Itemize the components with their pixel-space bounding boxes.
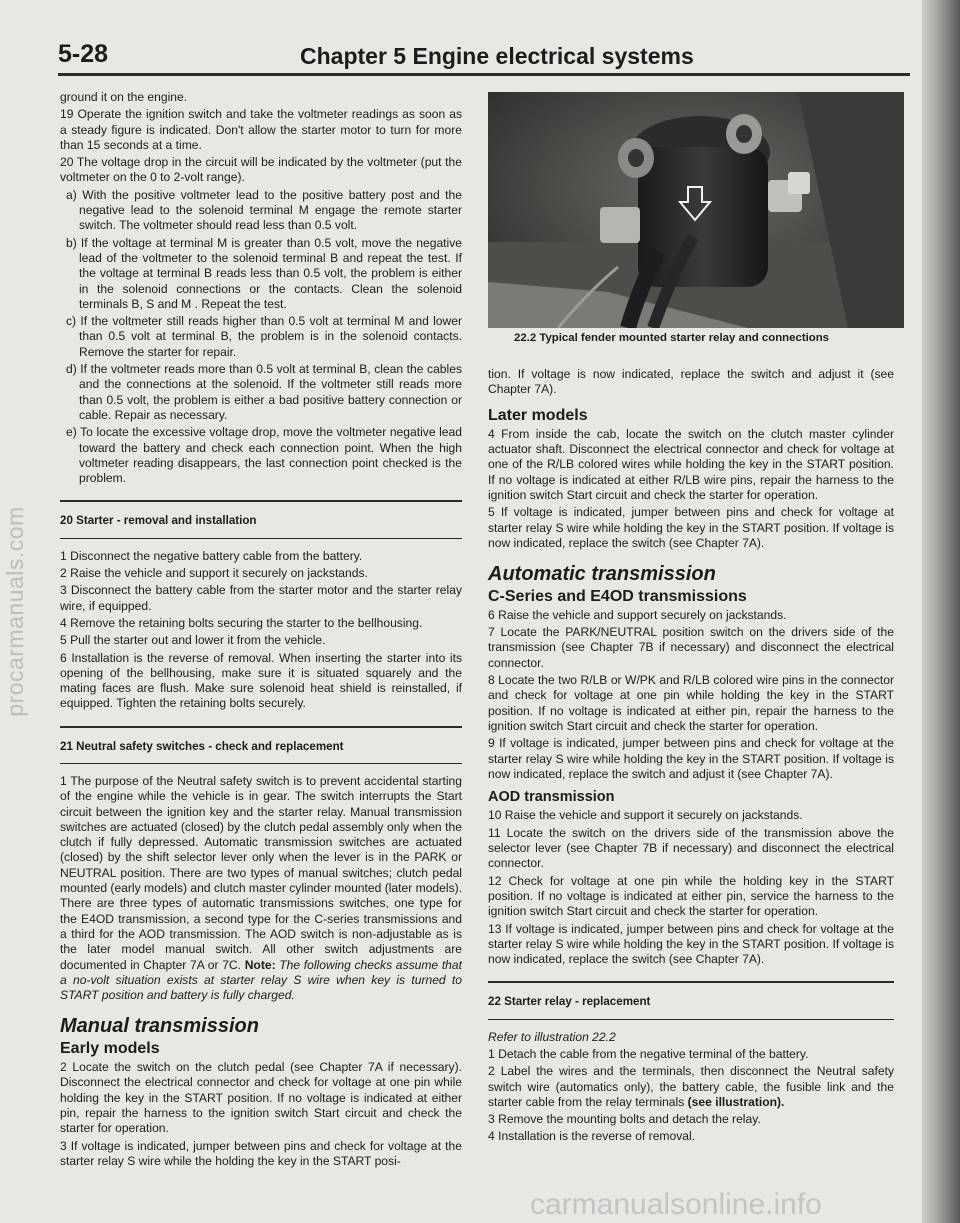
paragraph: 3 If voltage is indicated, jumper between pins and check for voltage at the starter relay S wire while the holding the key in the START posi- bbox=[60, 1138, 462, 1168]
paragraph: 1 Disconnect the negative battery cable from the battery. bbox=[60, 548, 363, 563]
section-title: 22 Starter relay - replacement bbox=[488, 995, 651, 1009]
section-20-heading bbox=[60, 500, 462, 538]
paragraph: 3 Remove the mounting bolts and detach the relay. bbox=[488, 1112, 761, 1127]
paragraph: 1 Detach the cable from the negative terminal of the battery. bbox=[488, 1046, 809, 1061]
sub-step: b) If the voltage at terminal M is greater than 0.5 volt, move the negative lead of the voltmeter to the solenoid terminal B and repeat the test. If the voltage at terminal B reads less than 0.5 volt, the problem is either in the solenoid connections or the contacts. Clean the solenoid terminals B, S and M . Repeat the test. bbox=[66, 235, 462, 311]
right-column bbox=[488, 367, 894, 1147]
paragraph: 5 If voltage is indicated, jumper between pins and check for voltage at starter relay S wire while holding the key in the START position. If voltage is now indicated, replace the switch (see Chapter 7A). bbox=[488, 505, 894, 550]
paragraph: 10 Raise the vehicle and support it securely on jackstands. bbox=[488, 808, 803, 823]
starter-relay-photo bbox=[488, 92, 904, 328]
paragraph: 2 Locate the switch on the clutch pedal (see Chapter 7A if necessary). Disconnect the electrical connector and check for voltage at one pin while holding the key in the START position. If no voltage is indicated at either pin, repair the harness to the ignition switch Start circuit and check the starter for operation. bbox=[60, 1060, 462, 1136]
paragraph: 2 Label the wires and the terminals, then disconnect the Neutral safety switch wire (automatics only), the battery cable, the fusible link and the starter cable from the relay terminals (see illustration). bbox=[488, 1064, 894, 1109]
side-watermark: procarmanuals.com bbox=[2, 506, 28, 717]
paragraph: 13 If voltage is indicated, jumper between pins and check for voltage at the starter relay S wire while holding the key in the START position. If voltage is now indicated, replace the switch (see Chapter 7A). bbox=[488, 921, 894, 967]
photo-caption: 22.2 Typical fender mounted starter relay and connections bbox=[514, 332, 830, 344]
paragraph: 8 Locate the two R/LB or W/PK and R/LB colored wire pins in the connector and check for voltage at one pin while holding the key in the START position. If no voltage is indicated at either pin, repair the harness to the ignition switch Start circuit and check the starter for operation. bbox=[488, 673, 894, 733]
relay-illustration bbox=[488, 92, 904, 328]
page-header bbox=[58, 38, 910, 78]
note-label: Note: bbox=[244, 957, 276, 972]
paragraph: 5 Pull the starter out and lower it from the vehicle. bbox=[60, 633, 326, 648]
paragraph: 2 Raise the vehicle and support it securely on jackstands. bbox=[60, 566, 368, 581]
manual-transmission-heading: Manual transmission bbox=[60, 1015, 259, 1038]
paragraph: 20 The voltage drop in the circuit will be indicated by the voltmeter (put the voltmeter on the 0 to 2-volt range). bbox=[60, 155, 462, 185]
paragraph: tion. If voltage is now indicated, replace the switch and adjust it (see Chapter 7A). bbox=[488, 367, 894, 397]
paragraph: 4 Remove the retaining bolts securing the starter to the bellhousing. bbox=[60, 615, 423, 630]
paragraph: 12 Check for voltage at one pin while the holding key in the START position. If no voltage is indicated at either pin, service the harness to the ignition switch Start circuit and check the starter for operation. bbox=[488, 873, 894, 919]
section-22-heading bbox=[488, 981, 894, 1019]
c-series-heading: C-Series and E4OD transmissions bbox=[488, 587, 747, 605]
sub-step: e) To locate the excessive voltage drop, move the voltmeter negative lead toward the battery and check each connection point. When the high voltmeter reading disappears, the last connection point checked is the problem. bbox=[66, 425, 462, 486]
paragraph: 4 Installation is the reverse of removal. bbox=[488, 1129, 696, 1144]
paragraph: 11 Locate the switch on the drivers side of the transmission above the selector lever (see Chapter 7B if necessary) and disconnect the electrical connector. bbox=[488, 825, 894, 871]
section-title: 20 Starter - removal and installation bbox=[60, 514, 257, 528]
section-21-heading bbox=[60, 726, 462, 764]
paragraph: 7 Locate the PARK/NEUTRAL position switch on the drivers side of the transmission (see Chapter 7B if necessary) and disconnect the electrical connector. bbox=[488, 625, 894, 670]
bottom-watermark: carmanualsonline.info bbox=[530, 1188, 822, 1221]
later-models-heading: Later models bbox=[488, 406, 588, 424]
section-title: 21 Neutral safety switches - check and replacement bbox=[60, 739, 344, 753]
note-text: The following checks assume that a no-volt situation exists at starter relay S wire when key is turned to START position and battery is fully charged. bbox=[60, 957, 462, 1003]
see-illustration: (see illustration). bbox=[687, 1094, 785, 1109]
left-column bbox=[60, 90, 462, 1171]
chapter-title: Chapter 5 Engine electrical systems bbox=[300, 43, 694, 69]
sub-step: a) With the positive voltmeter lead to the positive battery post and the negative lead to the solenoid terminal M engage the remote starter switch. The voltmeter should read less than 0.5 volt. bbox=[66, 187, 462, 233]
paragraph: 6 Installation is the reverse of removal. When inserting the starter into its opening of the bellhousing, make sure it is situated squarely and the mating faces are flush. Make sure solenoid heat shield is reinstalled, if equipped. Tighten the retaining bolts securely. bbox=[60, 650, 462, 711]
paragraph: ground it on the engine. bbox=[60, 90, 188, 104]
illustration-reference: Refer to illustration 22.2 bbox=[488, 1029, 616, 1044]
paragraph: 9 If voltage is indicated, jumper between pins and check for voltage at the starter relay S wire while holding the key in the START position. If voltage is now indicated, replace the switch and adjust it (see Chapter 7A). bbox=[488, 736, 894, 781]
paragraph: 3 Disconnect the battery cable from the starter motor and the starter relay wire, if equipped. bbox=[60, 583, 462, 613]
paragraph: 4 From inside the cab, locate the switch on the clutch master cylinder actuator shaft. Disconnect the electrical connector and check for voltage at one of the R/LB colored wires while holding the key in the START position. If no voltage is indicated at either R/LB wire pins, repair the harness to the ignition switch Start circuit and check the starter for operation. bbox=[488, 426, 894, 503]
early-models-heading: Early models bbox=[60, 1039, 160, 1057]
paragraph: 19 Operate the ignition switch and take the voltmeter readings as soon as a steady figure is indicated. Don't allow the starter motor to turn for more than 15 seconds at a time. bbox=[60, 107, 462, 152]
header-rule bbox=[58, 73, 910, 76]
paragraph: 1 The purpose of the Neutral safety switch is to prevent accidental starting of the engine while the vehicle is in gear. The switch interrupts the Start circuit between the ignition key and the starter relay. Manual transmission switches are actuated (closed) by the clutch pedal assembly only when the clutch if fully depressed. Automatic transmission switches are actuated (closed) by the shift selector lever only when the lever is in the PARK or NEUTRAL position. There are two types of manual switches; clutch pedal mounted (early models) and clutch master cylinder mounted (later models). There are three types of automatic transmissions switches, one type for the E4OD transmission, a second type for the C-series transmissions and a third for the AOD transmission. The AOD switch is non-adjustable as is the later model manual switch. All other switch adjustments are documented in Chapter 7A or 7C. Note: The following checks assume that a no-volt situation exists at starter relay S wire when key is turned to START position and battery is fully charged. bbox=[60, 773, 462, 1003]
aod-heading: AOD transmission bbox=[488, 789, 615, 806]
page-number: 5-28 bbox=[58, 40, 109, 68]
automatic-transmission-heading: Automatic transmission bbox=[488, 563, 716, 586]
sub-step: d) If the voltmeter reads more than 0.5 volt at terminal B, clean the cables and the connections at the solenoid. If the voltmeter still reads more than 0.5 volt, the problem is either a bad positive battery connection or cable. Repair as necessary. bbox=[66, 362, 462, 422]
page-edge-shadow bbox=[922, 0, 960, 1223]
sub-step: c) If the voltmeter still reads higher than 0.5 volt at terminal M and lower than 0.5 volt at terminal B, the problem is in the solenoid contacts. Remove the starter for repair. bbox=[66, 314, 462, 359]
paragraph: 6 Raise the vehicle and support securely on jackstands. bbox=[488, 607, 787, 622]
